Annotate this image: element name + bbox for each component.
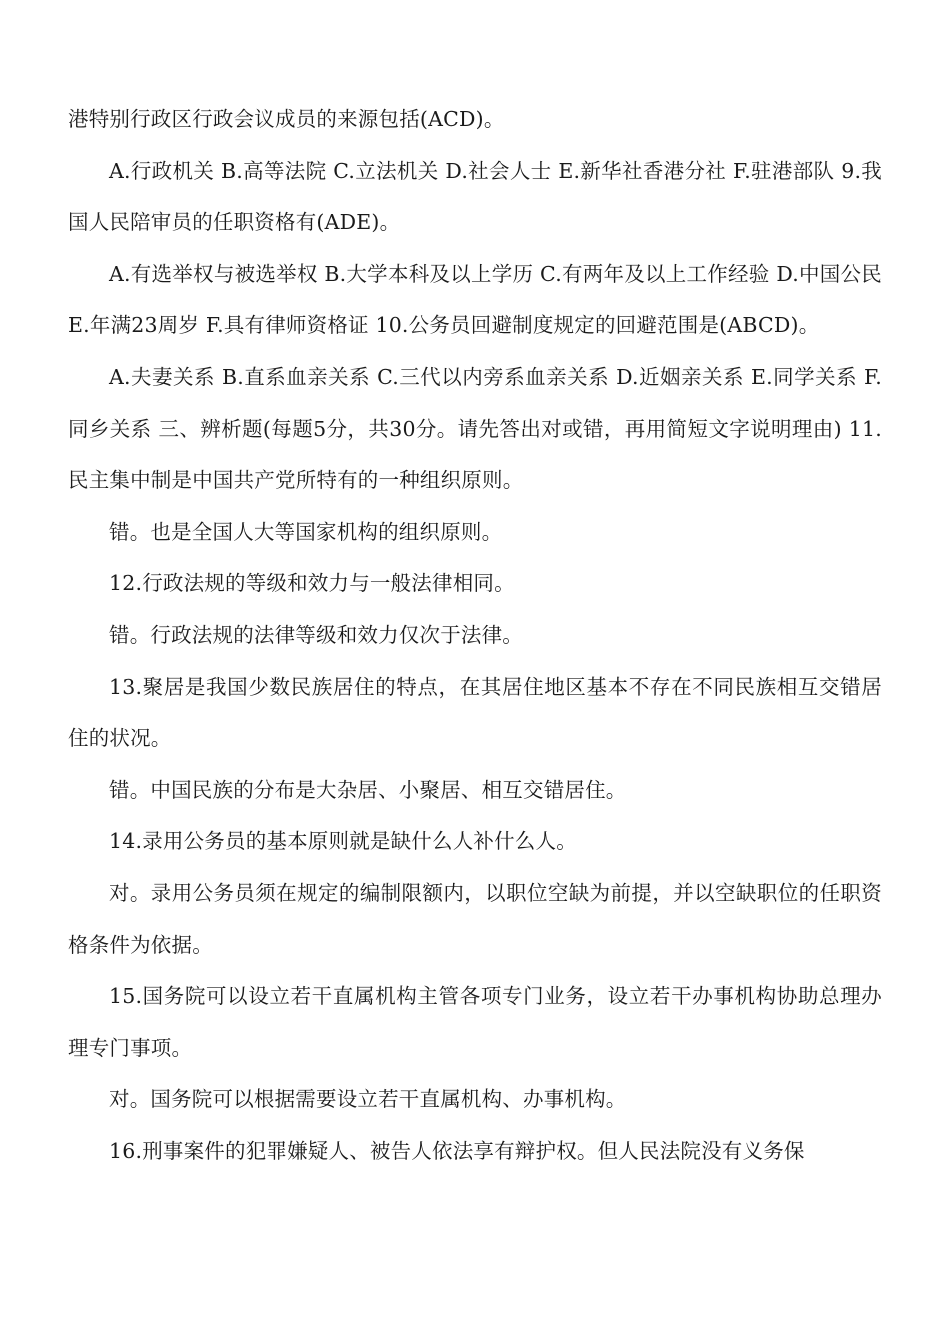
paragraph-answer-14: 对。录用公务员须在规定的编制限额内，以职位空缺为前提，并以空缺职位的任职资格条件为依据。	[68, 880, 882, 957]
paragraph-question-12: 12.行政法规的等级和效力与一般法律相同。	[109, 571, 515, 596]
paragraph-question-13: 13.聚居是我国少数民族居住的特点，在其居住地区基本不存在不同民族相互交错居住的状况。	[68, 674, 882, 751]
paragraph-question-14: 14.录用公务员的基本原则就是缺什么人补什么人。	[109, 829, 577, 854]
paragraph-answer-13: 错。中国民族的分布是大杂居、小聚居、相互交错居住。	[109, 777, 627, 802]
paragraph-options-question-9: A.有选举权与被选举权 B.大学本科及以上学历 C.有两年及以上工作经验 D.中国公民 E.年满23周岁 F.具有律师资格证 10.公务员回避制度规定的回避范围是(ABCD)。	[68, 261, 882, 338]
paragraph-options-question-10: A.夫妻关系 B.直系血亲关系 C.三代以内旁系血亲关系 D.近姻亲关系 E.同学关系 F.同乡关系 三、辨析题(每题5分，共30分。请先答出对或错，再用简短文字说明理由) 11.民主集中制是中国共产党所特有的一种组织原则。	[68, 364, 882, 493]
paragraph-question-15: 15.国务院可以设立若干直属机构主管各项专门业务，设立若干办事机构协助总理办理专门事项。	[68, 984, 882, 1060]
paragraph-continuation-question-8: 港特别行政区行政会议成员的来源包括(ACD)。	[68, 107, 505, 131]
paragraph-answer-12: 错。行政法规的法律等级和效力仅次于法律。	[109, 622, 523, 647]
paragraph-answer-11: 错。也是全国人大等国家机构的组织原则。	[109, 519, 503, 544]
paragraph-question-16: 16.刑事案件的犯罪嫌疑人、被告人依法享有辩护权。但人民法院没有义务保	[109, 1138, 805, 1163]
document-page	[68, 94, 882, 1177]
paragraph-options-question-8: A.行政机关 B.高等法院 C.立法机关 D.社会人士 E.新华社香港分社 F.驻港部队 9.我国人民陪审员的任职资格有(ADE)。	[68, 158, 882, 235]
paragraph-answer-15: 对。国务院可以根据需要设立若干直属机构、办事机构。	[109, 1087, 627, 1112]
